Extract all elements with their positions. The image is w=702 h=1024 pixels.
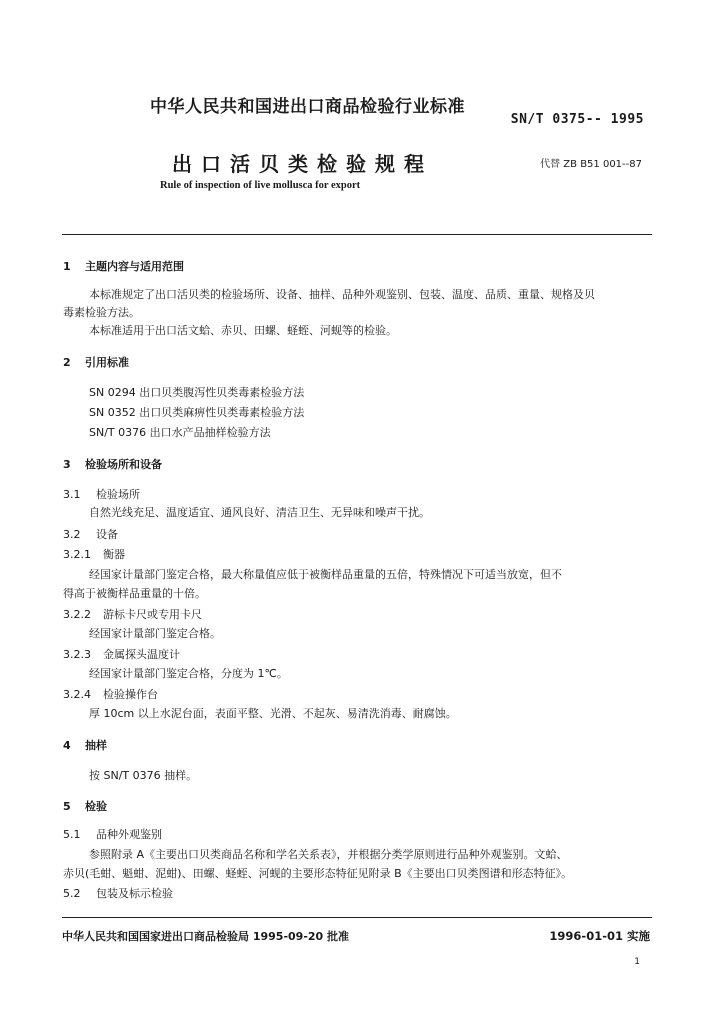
subsection-title: 游标卡尺或专用卡尺 (103, 608, 202, 621)
section-title: 抽样 (85, 739, 107, 752)
section-number: 5 (63, 800, 71, 813)
subsection-title: 包装及标示检验 (96, 887, 173, 900)
subsection-number: 3.2.2 (63, 608, 91, 621)
subsection-3-2-4 (63, 686, 158, 702)
subsection-title: 设备 (96, 528, 118, 541)
subsection-5-1-line-1: 参照附录 A《主要出口贝类商品名称和学名关系表》，并根据分类学原则进行品种外观鉴别。文蛤、 (89, 848, 568, 861)
subsection-number: 3.2.1 (63, 548, 91, 561)
subsection-number: 3.2 (63, 528, 81, 541)
subsection-5-1-line-2: 赤贝(毛蚶、魁蚶、泥蚶)、田螺、蛏蛭、河蚬的主要形态特征见附录 B《主要出口贝类图谱和形态特征》。 (63, 867, 573, 880)
section-4-text: 按 SN/T 0376 抽样。 (89, 769, 198, 782)
approval-statement: 中华人民共和国国家进出口商品检验局 1995-09-20 批准 (62, 930, 350, 943)
reference-item: SN/T 0376 出口水产品抽样检验方法 (89, 426, 271, 439)
section-number: 3 (63, 458, 71, 471)
subsection-title: 金属探头温度计 (103, 648, 180, 661)
reference-item: SN 0294 出口贝类腹泻性贝类毒素检验方法 (89, 386, 305, 399)
subsection-title: 衡器 (103, 548, 125, 561)
subsection-number: 3.2.3 (63, 648, 91, 661)
section-title: 检验场所和设备 (85, 458, 162, 471)
section-number: 2 (63, 356, 71, 369)
subsection-3-1-text: 自然光线充足、温度适宜、通风良好、清洁卫生、无异味和噪声干扰。 (89, 506, 430, 519)
english-title: Rule of inspection of live mollusca for export (160, 180, 361, 191)
subsection-3-2-1-line-2: 得高于被衡样品重量的十倍。 (63, 587, 206, 600)
section-title: 引用标准 (85, 356, 129, 369)
section-5-heading (63, 798, 107, 814)
section-title: 主题内容与适用范围 (85, 260, 184, 273)
subsection-number: 3.2.4 (63, 688, 91, 701)
subsection-title: 检验操作台 (103, 688, 158, 701)
section-4-heading (63, 737, 107, 753)
footer-divider (62, 917, 652, 918)
section-2-heading (63, 354, 129, 370)
issuing-organization: 中华人民共和国进出口商品检验行业标准 (150, 97, 465, 117)
subsection-3-1 (63, 486, 140, 502)
standard-code: SN/T 0375-- 1995 (510, 112, 644, 127)
subsection-3-2-3-text: 经国家计量部门鉴定合格，分度为 1℃。 (89, 667, 288, 680)
header-divider (62, 234, 652, 235)
subsection-3-2-1 (63, 546, 125, 562)
subsection-3-2 (63, 526, 118, 542)
effective-date: 1996-01-01 实施 (549, 929, 650, 943)
section-number: 1 (63, 260, 71, 273)
subsection-number: 3.1 (63, 488, 81, 501)
subsection-3-2-1-line-1: 经国家计量部门鉴定合格，最大称量值应低于被衡样品重量的五倍，特殊情况下可适当放宽，但不 (89, 568, 562, 581)
subsection-3-2-2 (63, 606, 202, 622)
section-1-paragraph-2: 本标准适用于出口活文蛤、赤贝、田螺、蛏蛭、河蚬等的检验。 (89, 324, 397, 337)
subsection-title: 品种外观鉴别 (96, 828, 162, 841)
section-3-heading (63, 456, 162, 472)
section-1-heading (63, 258, 184, 274)
subsection-3-2-2-text: 经国家计量部门鉴定合格。 (89, 627, 221, 640)
reference-item: SN 0352 出口贝类麻痹性贝类毒素检验方法 (89, 406, 305, 419)
section-number: 4 (63, 739, 71, 752)
subsection-3-2-3 (63, 646, 180, 662)
page-number: 1 (634, 957, 640, 967)
subsection-3-2-4-text: 厚 10cm 以上水泥台面，表面平整、光滑、不起灰、易清洗消毒、耐腐蚀。 (89, 707, 457, 720)
section-title: 检验 (85, 800, 107, 813)
section-1-paragraph-1-line-1: 本标准规定了出口活贝类的检验场所、设备、抽样、品种外观鉴别、包装、温度、品质、重量、规格及贝 (89, 288, 595, 301)
subsection-5-2 (63, 885, 173, 901)
subsection-5-1 (63, 826, 162, 842)
document-title: 出口活贝类检验规程 (172, 152, 433, 176)
subsection-number: 5.2 (63, 887, 81, 900)
subsection-title: 检验场所 (96, 488, 140, 501)
section-1-paragraph-1-line-2: 毒素检验方法。 (63, 306, 140, 319)
replaces-standard: 代替 ZB B51 001--87 (540, 159, 642, 170)
subsection-number: 5.1 (63, 828, 81, 841)
